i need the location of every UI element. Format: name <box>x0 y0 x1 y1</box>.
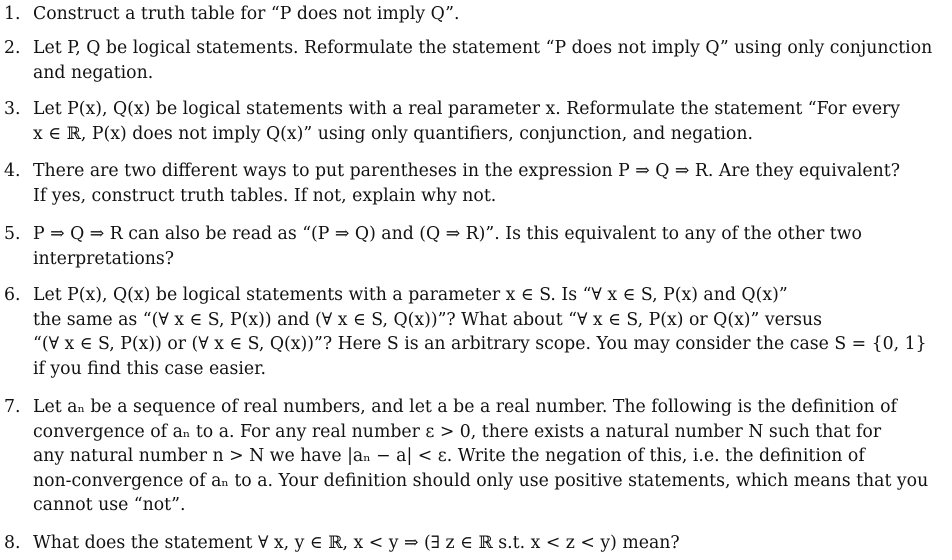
text-line: any natural number n > N we have |aₙ − a| < ε. Write the negation of this, i.e. the definition of <box>33 446 865 467</box>
text-line: x ∈ ℝ, P(x) does not imply Q(x)” using only quantifiers, conjunction, and negation. <box>33 123 753 144</box>
exercise-item-2 <box>0 36 948 85</box>
exercise-item-5 <box>0 222 948 271</box>
item-number: 5. <box>4 224 21 244</box>
item-text <box>33 283 948 381</box>
text-line: Let P, Q be logical statements. Reformulate the statement “P does not imply Q” using only conjunction <box>33 38 933 58</box>
item-number: 1. <box>4 4 21 24</box>
item-number: 6. <box>4 285 21 305</box>
item-number: 8. <box>4 533 21 553</box>
text-line: and negation. <box>33 62 154 83</box>
text-line: Let aₙ be a sequence of real numbers, and let a be a real number. The following is the definition of <box>33 397 897 417</box>
text-line: the same as “(∀ x ∈ S, P(x)) and (∀ x ∈ S, Q(x))”? What about “∀ x ∈ S, P(x) or Q(x)” versus <box>33 309 822 330</box>
exercise-item-8 <box>0 531 948 556</box>
exercise-item-1 <box>0 2 948 27</box>
item-text <box>33 2 948 27</box>
item-text <box>33 159 948 208</box>
exercise-item-4 <box>0 159 948 208</box>
text-line: P ⇒ Q ⇒ R can also be read as “(P ⇒ Q) and (Q ⇒ R)”. Is this equivalent to any of the other two <box>33 224 862 244</box>
text-line: non-convergence of aₙ to a. Your definition should only use positive statements, which means that you <box>33 470 929 491</box>
item-text <box>33 395 948 518</box>
text-line: Construct a truth table for “P does not imply Q”. <box>33 4 460 24</box>
text-line: If yes, construct truth tables. If not, explain why not. <box>33 185 497 206</box>
text-line: if you find this case easier. <box>33 358 266 379</box>
text-line: Let P(x), Q(x) be logical statements with a real parameter x. Reformulate the statement “For every <box>33 99 901 119</box>
text-line: interpretations? <box>33 248 175 269</box>
text-line: What does the statement ∀ x, y ∈ ℝ, x < y ⇒ (∃ z ∈ ℝ s.t. x < z < y) mean? <box>33 533 680 553</box>
item-number: 2. <box>4 38 21 58</box>
text-line: There are two different ways to put parentheses in the expression P ⇒ Q ⇒ R. Are they equivalent? <box>33 161 900 181</box>
exercise-item-3 <box>0 97 948 146</box>
item-text <box>33 97 948 146</box>
text-line: “(∀ x ∈ S, P(x)) or (∀ x ∈ S, Q(x))”? Here S is an arbitrary scope. You may consider the case S = {0, 1} <box>33 334 927 355</box>
text-line: convergence of aₙ to a. For any real number ε > 0, there exists a natural number N such that for <box>33 421 882 442</box>
item-number: 7. <box>4 397 21 417</box>
exercise-item-6 <box>0 283 948 381</box>
item-number: 4. <box>4 161 21 181</box>
text-line: cannot use “not”. <box>33 495 186 516</box>
item-text <box>33 531 948 556</box>
item-number: 3. <box>4 99 21 119</box>
exercise-item-7 <box>0 395 948 518</box>
item-text <box>33 222 948 271</box>
text-line: Let P(x), Q(x) be logical statements with a parameter x ∈ S. Is “∀ x ∈ S, P(x) and Q(x)” <box>33 285 788 305</box>
item-text <box>33 36 948 85</box>
